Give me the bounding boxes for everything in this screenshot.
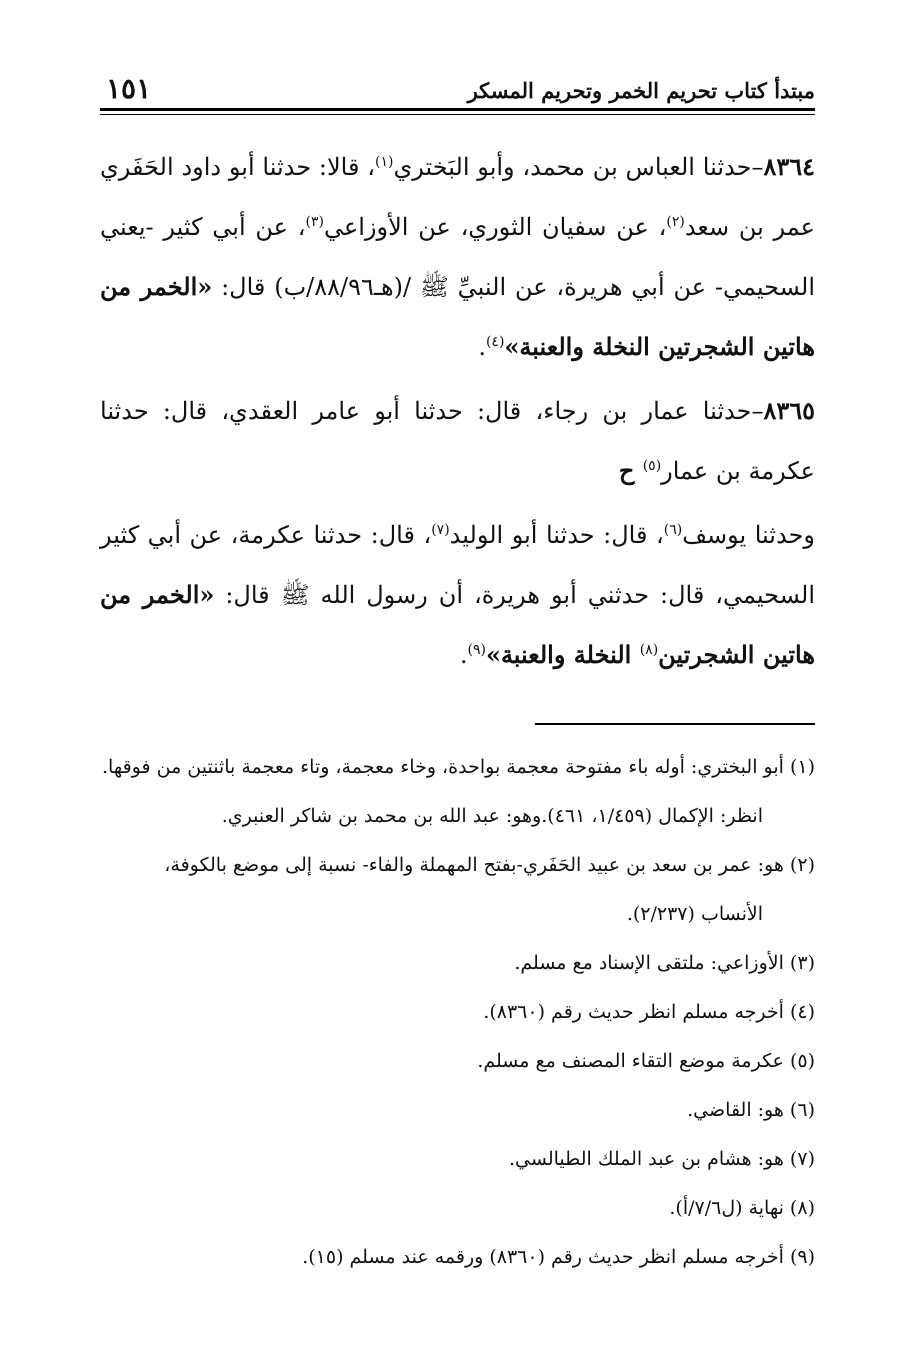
text-run: ، قالا: حدثنا أبو داود الحَفَري عمر بن سعد (100, 153, 815, 241)
page (100, 72, 815, 1282)
hadith-paragraph (100, 381, 815, 501)
footnote-continuation: انظر: الإكمال (١/٤٥٩، ٤٦١).وهو: عبد الله بن محمد بن شاكر العنبري. (221, 805, 763, 827)
footnote: (١) أبو البختري: أوله باء مفتوحة معجمة بواحدة، وخاء معجمة، وتاء معجمة باثنتين من فوقها. (102, 756, 815, 778)
footnote-continuation: الأنساب (٢/٢٣٧). (626, 903, 763, 925)
footnotes (100, 743, 815, 1282)
hadith-paragraph (100, 137, 815, 377)
footnote: (٢) هو: عمر بن سعد بن عبيد الحَفَري-بفتح المهملة والفاء- نسبة إلى موضع بالكوفة، (164, 854, 815, 876)
footnote: (٨) نهاية (ل٧/٦/أ). (669, 1197, 815, 1219)
text-run: ح (618, 456, 643, 485)
footnote: (٤) أخرجه مسلم انظر حديث رقم (٨٣٦٠). (483, 1001, 815, 1023)
text-run: . (459, 641, 468, 669)
text-run: ، عن أبي كثير -يعني السحيمي- عن أبي هريرة، عن النبيِّ ﷺ /(هـ٨٨/٩٦/ب) قال: (100, 213, 815, 301)
footnote: (٣) الأوزاعي: ملتقى الإسناد مع مسلم. (514, 952, 815, 974)
running-header (100, 72, 815, 106)
hadith-text (100, 137, 815, 685)
footnote-ref[interactable]: (٣) (305, 214, 324, 230)
hadith-number: ٨٣٦٤ (763, 152, 816, 181)
footnote-separator-wrap (100, 723, 815, 725)
header-rule (100, 108, 815, 115)
footnote: (٦) هو: القاضي. (687, 1099, 815, 1121)
text-run: ، قال: حدثنا عكرمة، عن أبي كثير السحيمي، قال: حدثني أبو هريرة، أن رسول الله ﷺ قال: (100, 521, 816, 609)
text-run: –حدثنا العباس بن محمد، وأبو البَختري (393, 153, 764, 181)
hadith-paragraph (100, 505, 815, 685)
text-run: ، قال: حدثنا أبو الوليد (449, 521, 664, 549)
footnote-ref[interactable]: (٢) (666, 214, 685, 230)
footnote: (٧) هو: هشام بن عبد الملك الطيالسي. (509, 1148, 815, 1170)
prophetic-saying: «الخمر من هاتين الشجرتين (100, 580, 815, 669)
prophetic-saying: «الخمر من هاتين الشجرتين النخلة والعنبة» (100, 272, 815, 361)
footnote-separator (535, 723, 815, 725)
footnote-ref[interactable]: (٨) (639, 642, 659, 658)
footnote-ref[interactable]: (٧) (431, 522, 450, 538)
prophetic-saying: النخلة والعنبة» (485, 640, 640, 669)
page-number: ١٥١ (106, 72, 152, 105)
header-title: مبتدأ كتاب تحريم الخمر وتحريم المسكر (467, 78, 815, 103)
footnote-ref[interactable]: (٩) (467, 642, 486, 658)
text-run: ، عن سفيان الثوري، عن الأوزاعي (323, 213, 667, 241)
footnote-ref[interactable]: (٥) (642, 458, 662, 474)
text-run: . (478, 333, 486, 361)
footnote-ref[interactable]: (١) (375, 154, 394, 170)
footnote: (٩) أخرجه مسلم انظر حديث رقم (٨٣٦٠) ورقمه عند مسلم (١٥). (302, 1246, 815, 1268)
footnote-ref[interactable]: (٤) (485, 334, 505, 350)
text-run: –حدثنا عمار بن رجاء، قال: حدثنا أبو عامر العقدي، قال: حدثنا عكرمة بن عمار (100, 397, 815, 485)
hadith-number: ٨٣٦٥ (763, 396, 815, 425)
footnote: (٥) عكرمة موضع التقاء المصنف مع مسلم. (477, 1050, 815, 1072)
footnote-ref[interactable]: (٦) (663, 522, 683, 538)
text-run: وحدثنا يوسف (682, 521, 816, 549)
